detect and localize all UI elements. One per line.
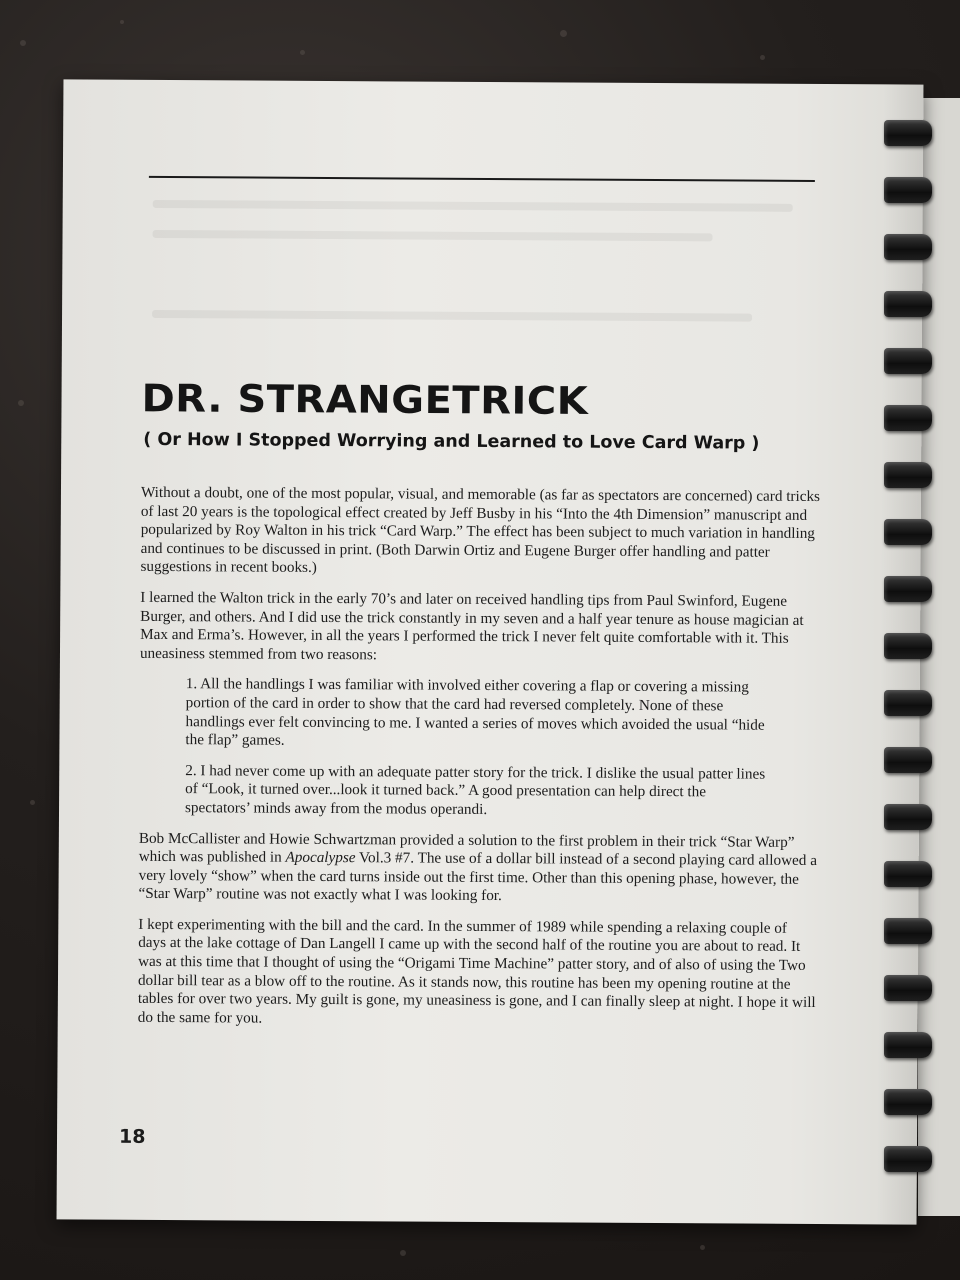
binding-coil (884, 633, 932, 659)
speck (400, 1250, 406, 1256)
binding-coil (884, 120, 932, 146)
binding-coil (884, 747, 932, 773)
speck (300, 50, 305, 55)
speck (18, 400, 24, 406)
binding-coil (884, 348, 932, 374)
numbered-item: 1. All the handlings I was familiar with involved either covering a flap or covering a missing portion of the card in order to show that the card had reversed completely. None of these handlings ever felt convincing to me. I wanted a series of moves which avoided the usual “hide the flap” games. (185, 675, 765, 749)
bleed-through (153, 230, 713, 241)
binding-coil (884, 519, 932, 545)
paragraph-text: Bob McCallister and Howie Schwartzman provided a solution to the first problem in their trick “Star Warp” which was published in (138, 829, 795, 866)
book-page (57, 79, 924, 1224)
speck (760, 55, 765, 60)
speck (700, 1245, 705, 1250)
paragraph: I learned the Walton trick in the early 70’s and later on received handling tips from Paul Swinford, Eugene Burger, and others. And I did use the trick constantly in my seven and a half year tenure as house magician at Max and Erma’s. However, in all the years I performed the trick I never felt quite comfortable with it. This uneasiness stemmed from two reasons: (139, 588, 804, 664)
binding-coil (884, 291, 932, 317)
binding-coil (884, 234, 932, 260)
binding-coil (884, 918, 932, 944)
page-title: DR. STRANGETRICK (141, 377, 589, 424)
speck (120, 20, 124, 24)
speck (30, 800, 35, 805)
binding-coil (884, 1089, 932, 1115)
binding-coil (884, 1146, 932, 1172)
numbered-item: 2. I had never come up with an adequate patter story for the trick. I dislike the usual patter lines of “Look, it turned over...look it turned back.” A good presentation can help direct the spectators’ minds away from the modus operandi. (184, 761, 766, 818)
body-text (138, 484, 821, 1044)
binding-coil (884, 804, 932, 830)
binding-coil (884, 861, 932, 887)
binding-coil (884, 975, 932, 1001)
paragraph: Without a doubt, one of the most popular, visual, and memorable (as far as spectators are concerned) card tricks of last 20 years is the topological effect created by Jeff Busby in his “Into the 4th Dimension” manuscript and popularized by Roy Walton in his trick “Card Warp.” The effect has been subject to much variation in handling and continues to be discussed in print. (Both Darwin Ortiz and Eugene Burger offer handling and patter suggestions in recent books.) (140, 483, 821, 577)
binding-coil (884, 576, 932, 602)
spiral-binding (884, 120, 934, 1200)
bleed-through (153, 200, 793, 212)
binding-coil (884, 1032, 932, 1058)
speck (20, 40, 26, 46)
page-subtitle: ( Or How I Stopped Worrying and Learned to Love Card Warp ) (143, 429, 760, 454)
binding-coil (884, 177, 932, 203)
binding-coil (884, 405, 932, 431)
bleed-through (152, 310, 752, 322)
binding-coil (884, 690, 932, 716)
paragraph-text: Vol.3 #7. The use of a dollar bill instead of a second playing card allowed a very lovely “show” when the card turns inside out the first time. Other than this opening phase, however, the “Star Warp” routine was not exactly what I was looking for. (138, 849, 818, 905)
paragraph: I kept experimenting with the bill and the card. In the summer of 1989 while spending a relaxing couple of days at the lake cottage of Dan Langell I came up with the second half of the routine you are about to read. It was at this time that I thought of using the “Origami Time Machine” patter story, and of also of using the Two dollar bill tear as a blow off to the routine. As it stands now, this routine has been my opening routine at the tables for over two years. My guilt is gone, my uneasiness is gone, and I can finally sleep at night. I hope it will do the same for you. (137, 915, 816, 1027)
page-number: 18 (118, 1125, 146, 1148)
header-rule (149, 176, 815, 182)
speck (560, 30, 567, 37)
binding-coil (884, 462, 932, 488)
paragraph (138, 829, 818, 908)
italic-title: Apocalypse (285, 848, 356, 867)
